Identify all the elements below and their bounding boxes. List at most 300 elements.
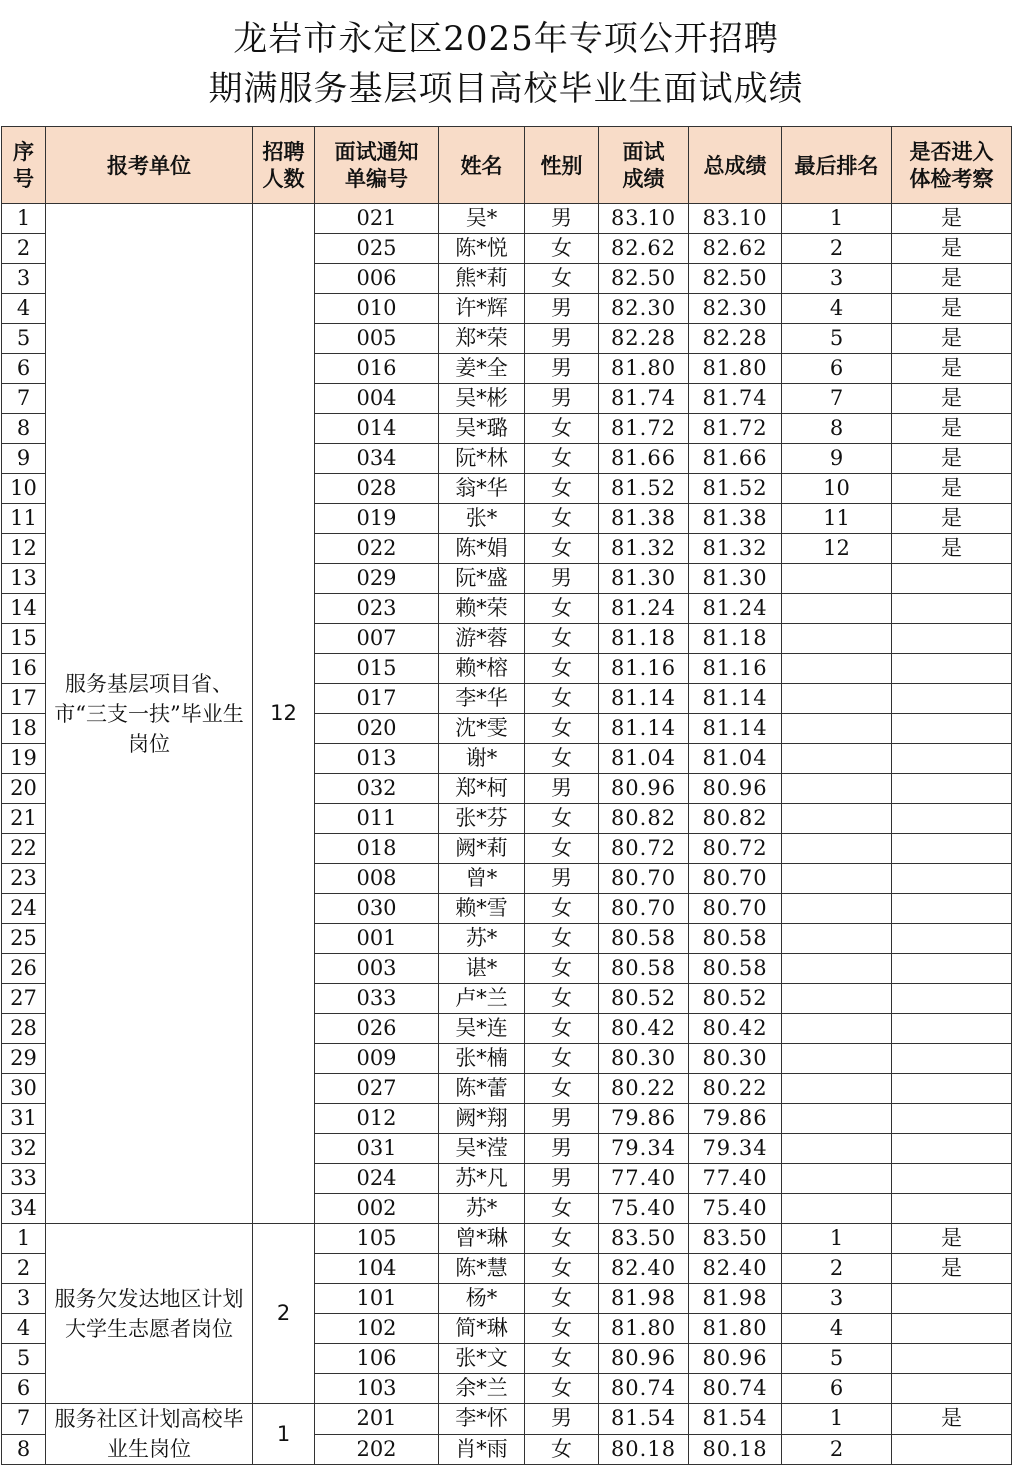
seq-cell: 4 <box>2 294 46 324</box>
total-score-cell: 80.96 <box>689 774 782 804</box>
interview-score-cell: 81.24 <box>599 594 689 624</box>
gender-cell: 女 <box>525 444 599 474</box>
seq-cell: 28 <box>2 1014 46 1044</box>
advance-cell: 是 <box>892 264 1012 294</box>
seq-cell: 19 <box>2 744 46 774</box>
total-score-cell: 80.42 <box>689 1014 782 1044</box>
interview-score-cell: 80.96 <box>599 1344 689 1374</box>
advance-cell: 是 <box>892 414 1012 444</box>
advance-cell <box>892 594 1012 624</box>
seq-cell: 34 <box>2 1194 46 1224</box>
rank-cell <box>782 744 892 774</box>
gender-cell: 女 <box>525 1194 599 1224</box>
total-score-cell: 81.14 <box>689 684 782 714</box>
interview-score-cell: 81.54 <box>599 1404 689 1435</box>
interview-score-cell: 80.22 <box>599 1074 689 1104</box>
notice-no-cell: 005 <box>315 324 439 354</box>
count-cell: 1 <box>253 1404 315 1465</box>
header-count: 招聘人数 <box>253 127 315 204</box>
header-total: 总成绩 <box>689 127 782 204</box>
seq-cell: 31 <box>2 1104 46 1134</box>
name-cell: 吴*璐 <box>439 414 525 444</box>
rank-cell <box>782 1164 892 1194</box>
notice-no-cell: 034 <box>315 444 439 474</box>
rank-cell <box>782 1134 892 1164</box>
advance-cell <box>892 1374 1012 1404</box>
advance-cell: 是 <box>892 1224 1012 1254</box>
notice-no-cell: 006 <box>315 264 439 294</box>
name-cell: 阙*翔 <box>439 1104 525 1134</box>
advance-cell: 是 <box>892 294 1012 324</box>
rank-cell: 12 <box>782 534 892 564</box>
name-cell: 赖*榕 <box>439 654 525 684</box>
gender-cell: 女 <box>525 1374 599 1404</box>
total-score-cell: 81.98 <box>689 1284 782 1314</box>
gender-cell: 女 <box>525 1254 599 1284</box>
name-cell: 李*华 <box>439 684 525 714</box>
seq-cell: 7 <box>2 1404 46 1435</box>
seq-cell: 2 <box>2 1254 46 1284</box>
gender-cell: 男 <box>525 864 599 894</box>
seq-cell: 5 <box>2 324 46 354</box>
gender-cell: 男 <box>525 1134 599 1164</box>
total-score-cell: 81.04 <box>689 744 782 774</box>
advance-cell <box>892 864 1012 894</box>
notice-no-cell: 018 <box>315 834 439 864</box>
name-cell: 陈*娟 <box>439 534 525 564</box>
notice-no-cell: 013 <box>315 744 439 774</box>
interview-score-cell: 80.52 <box>599 984 689 1014</box>
seq-cell: 33 <box>2 1164 46 1194</box>
rank-cell: 3 <box>782 1284 892 1314</box>
header-gender: 性别 <box>525 127 599 204</box>
seq-cell: 4 <box>2 1314 46 1344</box>
interview-score-cell: 79.34 <box>599 1134 689 1164</box>
gender-cell: 女 <box>525 1344 599 1374</box>
gender-cell: 男 <box>525 564 599 594</box>
name-cell: 游*蓉 <box>439 624 525 654</box>
seq-cell: 30 <box>2 1074 46 1104</box>
interview-score-cell: 82.28 <box>599 324 689 354</box>
total-score-cell: 81.16 <box>689 654 782 684</box>
table-row <box>2 204 1012 234</box>
total-score-cell: 81.54 <box>689 1404 782 1435</box>
rank-cell: 4 <box>782 1314 892 1344</box>
rank-cell: 9 <box>782 444 892 474</box>
gender-cell: 女 <box>525 594 599 624</box>
total-score-cell: 80.72 <box>689 834 782 864</box>
name-cell: 张*文 <box>439 1344 525 1374</box>
rank-cell <box>782 924 892 954</box>
gender-cell: 男 <box>525 324 599 354</box>
advance-cell: 是 <box>892 1254 1012 1284</box>
advance-cell: 是 <box>892 384 1012 414</box>
interview-score-cell: 81.14 <box>599 714 689 744</box>
notice-no-cell: 202 <box>315 1434 439 1465</box>
interview-score-cell: 82.40 <box>599 1254 689 1284</box>
notice-no-cell: 017 <box>315 684 439 714</box>
seq-cell: 17 <box>2 684 46 714</box>
notice-no-cell: 102 <box>315 1314 439 1344</box>
advance-cell: 是 <box>892 504 1012 534</box>
advance-cell <box>892 894 1012 924</box>
advance-cell <box>892 684 1012 714</box>
unit-cell: 服务基层项目省、市“三支一扶”毕业生岗位 <box>46 204 253 1224</box>
name-cell: 赖*荣 <box>439 594 525 624</box>
interview-score-cell: 82.50 <box>599 264 689 294</box>
rank-cell: 4 <box>782 294 892 324</box>
total-score-cell: 79.34 <box>689 1134 782 1164</box>
rank-cell <box>782 564 892 594</box>
advance-cell <box>892 1194 1012 1224</box>
gender-cell: 女 <box>525 1284 599 1314</box>
name-cell: 许*辉 <box>439 294 525 324</box>
seq-cell: 25 <box>2 924 46 954</box>
total-score-cell: 81.74 <box>689 384 782 414</box>
total-score-cell: 82.50 <box>689 264 782 294</box>
notice-no-cell: 029 <box>315 564 439 594</box>
interview-score-cell: 81.04 <box>599 744 689 774</box>
header-unit: 报考单位 <box>46 127 253 204</box>
advance-cell <box>892 984 1012 1014</box>
name-cell: 赖*雪 <box>439 894 525 924</box>
name-cell: 肖*雨 <box>439 1434 525 1465</box>
interview-score-cell: 81.72 <box>599 414 689 444</box>
seq-cell: 5 <box>2 1344 46 1374</box>
advance-cell: 是 <box>892 534 1012 564</box>
total-score-cell: 81.72 <box>689 414 782 444</box>
notice-no-cell: 023 <box>315 594 439 624</box>
advance-cell <box>892 1044 1012 1074</box>
advance-cell <box>892 834 1012 864</box>
name-cell: 阙*莉 <box>439 834 525 864</box>
table-row <box>2 1404 1012 1435</box>
name-cell: 吴*滢 <box>439 1134 525 1164</box>
seq-cell: 9 <box>2 444 46 474</box>
notice-no-cell: 008 <box>315 864 439 894</box>
gender-cell: 男 <box>525 774 599 804</box>
total-score-cell: 81.32 <box>689 534 782 564</box>
notice-no-cell: 011 <box>315 804 439 834</box>
interview-score-cell: 80.82 <box>599 804 689 834</box>
seq-cell: 10 <box>2 474 46 504</box>
rank-cell: 10 <box>782 474 892 504</box>
rank-cell: 3 <box>782 264 892 294</box>
name-cell: 简*琳 <box>439 1314 525 1344</box>
seq-cell: 3 <box>2 264 46 294</box>
name-cell: 陈*蕾 <box>439 1074 525 1104</box>
seq-cell: 12 <box>2 534 46 564</box>
total-score-cell: 81.80 <box>689 1314 782 1344</box>
notice-no-cell: 004 <box>315 384 439 414</box>
gender-cell: 女 <box>525 924 599 954</box>
gender-cell: 女 <box>525 474 599 504</box>
interview-score-cell: 81.18 <box>599 624 689 654</box>
advance-cell <box>892 564 1012 594</box>
scores-table <box>1 126 1012 1465</box>
gender-cell: 女 <box>525 1224 599 1254</box>
gender-cell: 女 <box>525 654 599 684</box>
seq-cell: 20 <box>2 774 46 804</box>
name-cell: 苏*凡 <box>439 1164 525 1194</box>
total-score-cell: 75.40 <box>689 1194 782 1224</box>
advance-cell <box>892 624 1012 654</box>
header-interview: 面试成绩 <box>599 127 689 204</box>
header-seq: 序号 <box>2 127 46 204</box>
name-cell: 吴*彬 <box>439 384 525 414</box>
name-cell: 沈*雯 <box>439 714 525 744</box>
rank-cell <box>782 1044 892 1074</box>
gender-cell: 女 <box>525 984 599 1014</box>
rank-cell: 2 <box>782 1254 892 1284</box>
name-cell: 谢* <box>439 744 525 774</box>
rank-cell <box>782 1074 892 1104</box>
notice-no-cell: 027 <box>315 1074 439 1104</box>
notice-no-cell: 030 <box>315 894 439 924</box>
title-line-2: 期满服务基层项目高校毕业生面试成绩 <box>208 69 804 109</box>
rank-cell <box>782 984 892 1014</box>
seq-cell: 11 <box>2 504 46 534</box>
total-score-cell: 81.52 <box>689 474 782 504</box>
header-advance: 是否进入体检考察 <box>892 127 1012 204</box>
advance-cell <box>892 744 1012 774</box>
advance-cell <box>892 654 1012 684</box>
gender-cell: 女 <box>525 264 599 294</box>
advance-cell: 是 <box>892 444 1012 474</box>
interview-score-cell: 77.40 <box>599 1164 689 1194</box>
rank-cell <box>782 834 892 864</box>
notice-no-cell: 026 <box>315 1014 439 1044</box>
total-score-cell: 81.66 <box>689 444 782 474</box>
name-cell: 张* <box>439 504 525 534</box>
rank-cell <box>782 1014 892 1044</box>
advance-cell <box>892 1314 1012 1344</box>
interview-score-cell: 80.18 <box>599 1434 689 1465</box>
gender-cell: 女 <box>525 744 599 774</box>
seq-cell: 18 <box>2 714 46 744</box>
total-score-cell: 82.30 <box>689 294 782 324</box>
total-score-cell: 83.10 <box>689 204 782 234</box>
gender-cell: 女 <box>525 1314 599 1344</box>
total-score-cell: 82.28 <box>689 324 782 354</box>
count-cell: 2 <box>253 1224 315 1404</box>
gender-cell: 男 <box>525 204 599 234</box>
name-cell: 陈*悦 <box>439 234 525 264</box>
total-score-cell: 81.14 <box>689 714 782 744</box>
advance-cell: 是 <box>892 1404 1012 1435</box>
title-line-1: 龙岩市永定区2025年专项公开招聘 <box>233 19 779 59</box>
interview-score-cell: 81.98 <box>599 1284 689 1314</box>
gender-cell: 男 <box>525 1404 599 1435</box>
notice-no-cell: 028 <box>315 474 439 504</box>
seq-cell: 15 <box>2 624 46 654</box>
notice-no-cell: 021 <box>315 204 439 234</box>
seq-cell: 3 <box>2 1284 46 1314</box>
notice-no-cell: 015 <box>315 654 439 684</box>
advance-cell <box>892 954 1012 984</box>
rank-cell <box>782 624 892 654</box>
total-score-cell: 80.22 <box>689 1074 782 1104</box>
notice-no-cell: 014 <box>315 414 439 444</box>
name-cell: 陈*慧 <box>439 1254 525 1284</box>
advance-cell: 是 <box>892 234 1012 264</box>
notice-no-cell: 106 <box>315 1344 439 1374</box>
notice-no-cell: 016 <box>315 354 439 384</box>
advance-cell <box>892 1164 1012 1194</box>
advance-cell <box>892 714 1012 744</box>
interview-score-cell: 81.80 <box>599 1314 689 1344</box>
name-cell: 姜*全 <box>439 354 525 384</box>
rank-cell: 6 <box>782 354 892 384</box>
gender-cell: 女 <box>525 834 599 864</box>
rank-cell: 2 <box>782 234 892 264</box>
notice-no-cell: 020 <box>315 714 439 744</box>
total-score-cell: 80.52 <box>689 984 782 1014</box>
total-score-cell: 80.58 <box>689 954 782 984</box>
interview-score-cell: 80.58 <box>599 924 689 954</box>
total-score-cell: 82.62 <box>689 234 782 264</box>
name-cell: 卢*兰 <box>439 984 525 1014</box>
notice-no-cell: 025 <box>315 234 439 264</box>
interview-score-cell: 81.32 <box>599 534 689 564</box>
rank-cell <box>782 654 892 684</box>
rank-cell <box>782 714 892 744</box>
interview-score-cell: 80.58 <box>599 954 689 984</box>
header-row <box>2 127 1012 204</box>
gender-cell: 女 <box>525 954 599 984</box>
interview-score-cell: 82.62 <box>599 234 689 264</box>
rank-cell: 6 <box>782 1374 892 1404</box>
seq-cell: 16 <box>2 654 46 684</box>
seq-cell: 21 <box>2 804 46 834</box>
interview-score-cell: 80.42 <box>599 1014 689 1044</box>
name-cell: 郑*荣 <box>439 324 525 354</box>
notice-no-cell: 024 <box>315 1164 439 1194</box>
advance-cell: 是 <box>892 324 1012 354</box>
gender-cell: 女 <box>525 1044 599 1074</box>
seq-cell: 14 <box>2 594 46 624</box>
advance-cell: 是 <box>892 204 1012 234</box>
seq-cell: 6 <box>2 354 46 384</box>
gender-cell: 女 <box>525 504 599 534</box>
notice-no-cell: 007 <box>315 624 439 654</box>
notice-no-cell: 003 <box>315 954 439 984</box>
total-score-cell: 80.30 <box>689 1044 782 1074</box>
notice-no-cell: 002 <box>315 1194 439 1224</box>
interview-score-cell: 81.14 <box>599 684 689 714</box>
interview-score-cell: 81.38 <box>599 504 689 534</box>
seq-cell: 1 <box>2 204 46 234</box>
notice-no-cell: 031 <box>315 1134 439 1164</box>
name-cell: 张*芬 <box>439 804 525 834</box>
rank-cell: 1 <box>782 1224 892 1254</box>
rank-cell <box>782 594 892 624</box>
gender-cell: 男 <box>525 384 599 414</box>
advance-cell <box>892 1344 1012 1374</box>
rank-cell: 5 <box>782 324 892 354</box>
seq-cell: 23 <box>2 864 46 894</box>
name-cell: 翁*华 <box>439 474 525 504</box>
notice-no-cell: 012 <box>315 1104 439 1134</box>
gender-cell: 男 <box>525 354 599 384</box>
gender-cell: 女 <box>525 714 599 744</box>
notice-no-cell: 201 <box>315 1404 439 1435</box>
notice-no-cell: 033 <box>315 984 439 1014</box>
advance-cell <box>892 1134 1012 1164</box>
advance-cell <box>892 1104 1012 1134</box>
seq-cell: 27 <box>2 984 46 1014</box>
header-name: 姓名 <box>439 127 525 204</box>
name-cell: 张*楠 <box>439 1044 525 1074</box>
gender-cell: 女 <box>525 894 599 924</box>
seq-cell: 6 <box>2 1374 46 1404</box>
total-score-cell: 80.58 <box>689 924 782 954</box>
interview-score-cell: 82.30 <box>599 294 689 324</box>
advance-cell: 是 <box>892 354 1012 384</box>
seq-cell: 8 <box>2 414 46 444</box>
name-cell: 阮*林 <box>439 444 525 474</box>
document-title <box>0 0 1012 126</box>
name-cell: 苏* <box>439 1194 525 1224</box>
advance-cell <box>892 804 1012 834</box>
total-score-cell: 80.74 <box>689 1374 782 1404</box>
gender-cell: 女 <box>525 1014 599 1044</box>
interview-score-cell: 80.74 <box>599 1374 689 1404</box>
seq-cell: 26 <box>2 954 46 984</box>
gender-cell: 女 <box>525 684 599 714</box>
name-cell: 曾*琳 <box>439 1224 525 1254</box>
name-cell: 郑*柯 <box>439 774 525 804</box>
interview-score-cell: 75.40 <box>599 1194 689 1224</box>
notice-no-cell: 105 <box>315 1224 439 1254</box>
total-score-cell: 81.80 <box>689 354 782 384</box>
advance-cell <box>892 774 1012 804</box>
total-score-cell: 80.82 <box>689 804 782 834</box>
unit-cell: 服务社区计划高校毕业生岗位 <box>46 1404 253 1465</box>
advance-cell <box>892 1284 1012 1314</box>
notice-no-cell: 001 <box>315 924 439 954</box>
seq-cell: 24 <box>2 894 46 924</box>
interview-score-cell: 81.52 <box>599 474 689 504</box>
seq-cell: 29 <box>2 1044 46 1074</box>
seq-cell: 22 <box>2 834 46 864</box>
notice-no-cell: 022 <box>315 534 439 564</box>
interview-score-cell: 83.10 <box>599 204 689 234</box>
interview-score-cell: 81.30 <box>599 564 689 594</box>
seq-cell: 1 <box>2 1224 46 1254</box>
total-score-cell: 83.50 <box>689 1224 782 1254</box>
rank-cell: 1 <box>782 204 892 234</box>
name-cell: 苏* <box>439 924 525 954</box>
table-row <box>2 1224 1012 1254</box>
gender-cell: 女 <box>525 1074 599 1104</box>
total-score-cell: 80.70 <box>689 894 782 924</box>
interview-score-cell: 80.72 <box>599 834 689 864</box>
gender-cell: 女 <box>525 1434 599 1465</box>
gender-cell: 男 <box>525 1164 599 1194</box>
interview-score-cell: 80.70 <box>599 864 689 894</box>
notice-no-cell: 009 <box>315 1044 439 1074</box>
interview-score-cell: 81.74 <box>599 384 689 414</box>
name-cell: 余*兰 <box>439 1374 525 1404</box>
notice-no-cell: 104 <box>315 1254 439 1284</box>
rank-cell <box>782 894 892 924</box>
total-score-cell: 80.96 <box>689 1344 782 1374</box>
notice-no-cell: 101 <box>315 1284 439 1314</box>
interview-score-cell: 81.16 <box>599 654 689 684</box>
name-cell: 吴* <box>439 204 525 234</box>
seq-cell: 2 <box>2 234 46 264</box>
